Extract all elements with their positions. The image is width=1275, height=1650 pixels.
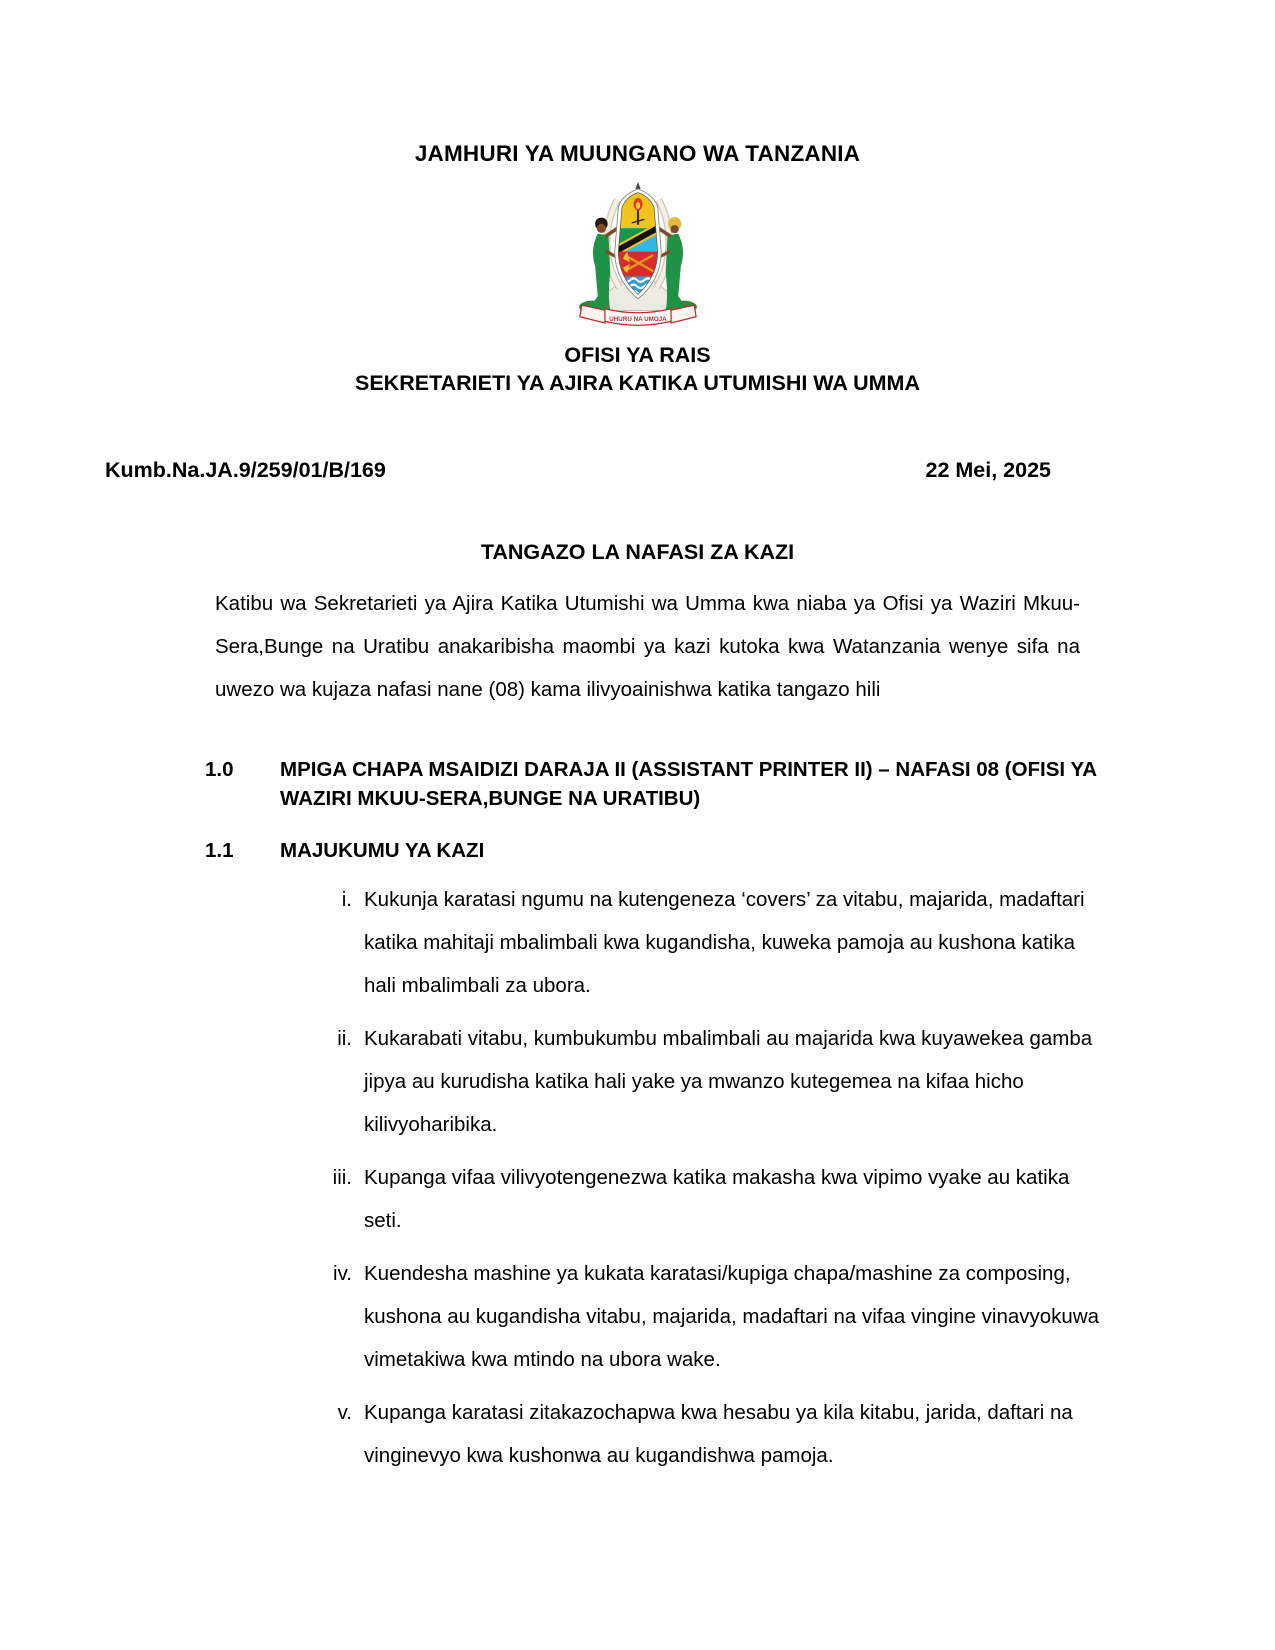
duties-list [0,878,1275,1477]
duty-text: Kupanga karatasi zitakazochapwa kwa hesabu ya kila kitabu, jarida, daftari na vinginevyo kwa kushonwa au kugandishwa pamoja. [364,1401,1073,1467]
section-number: 1.1 [205,839,234,862]
duty-text: Kupanga vifaa vilivyotengenezwa katika makasha kwa vipimo vyake au katika seti. [364,1166,1070,1232]
section-title: MAJUKUMU YA KAZI [280,839,485,862]
reference-date: 22 Mei, 2025 [925,458,1051,482]
duty-marker: iv. [333,1262,352,1285]
office-title-line2: SEKRETARIETI YA AJIRA KATIKA UTUMISHI WA UMMA [355,371,920,395]
duty-marker: ii. [337,1027,352,1050]
duty-item [285,1391,1107,1477]
announcement-title: TANGAZO LA NAFASI ZA KAZI [480,540,795,564]
section-title: MPIGA CHAPA MSAIDIZI DARAJA II (ASSISTANT PRINTER II) – NAFASI 08 (OFISI YA WAZIRI MKUU-SERA,BUNGE NA URATIBU) [280,758,1097,810]
reference-number: Kumb.Na.JA.9/259/01/B/169 [105,458,386,482]
duty-marker: v. [337,1401,352,1424]
duty-text: Kukarabati vitabu, kumbukumbu mbalimbali au majarida kwa kuyawekea gamba jipya au kurudisha katika hali yake ya mwanzo kutegemea na kifaa hicho kilivyoharibika. [364,1027,1093,1136]
country-title: JAMHURI YA MUUNGANO WA TANZANIA [414,141,861,166]
office-title-line1: OFISI YA RAIS [564,343,711,367]
duty-item [285,1156,1107,1242]
spear-head [635,182,640,189]
intro-paragraph: Katibu wa Sekretarieti ya Ajira Katika Utumishi wa Umma kwa niaba ya Ofisi ya Waziri Mkuu-Sera,Bunge na Uratibu anakaribisha maombi ya kazi kutoka kwa Watanzania wenye sifa na uwezo wa kujaza nafasi nane (08) kama ilivyoainishwa katika tangazo hili [215,592,1080,701]
duty-text: Kuendesha mashine ya kukata karatasi/kupiga chapa/mashine za composing, kushona au kugandisha vitabu, majarida, madaftari na vifaa vingine vinavyokuwa vimetakiwa kwa mtindo na ubora wake. [364,1262,1100,1371]
duty-item [285,1017,1107,1146]
duty-marker: iii. [332,1166,352,1189]
section-heading-1-1 [0,836,1275,865]
office-title-block [0,341,1275,397]
section-number: 1.0 [205,758,234,781]
duty-marker: i. [341,888,352,911]
reference-row [105,458,1051,483]
emblem-container [0,180,1275,332]
duty-item [285,878,1107,1007]
section-heading-1-0 [0,755,1275,813]
duty-text: Kukunja karatasi ngumu na kutengeneza ‘covers’ za vitabu, majarida, madaftari katika mahitaji mbalimbali kwa kugandisha, kuweka pamoja au kushona katika hali mbalimbali za ubora. [364,888,1085,997]
coat-of-arms [571,180,705,332]
emblem-motto: UHURU NA UMOJA [608,316,667,324]
duty-item [285,1252,1107,1381]
